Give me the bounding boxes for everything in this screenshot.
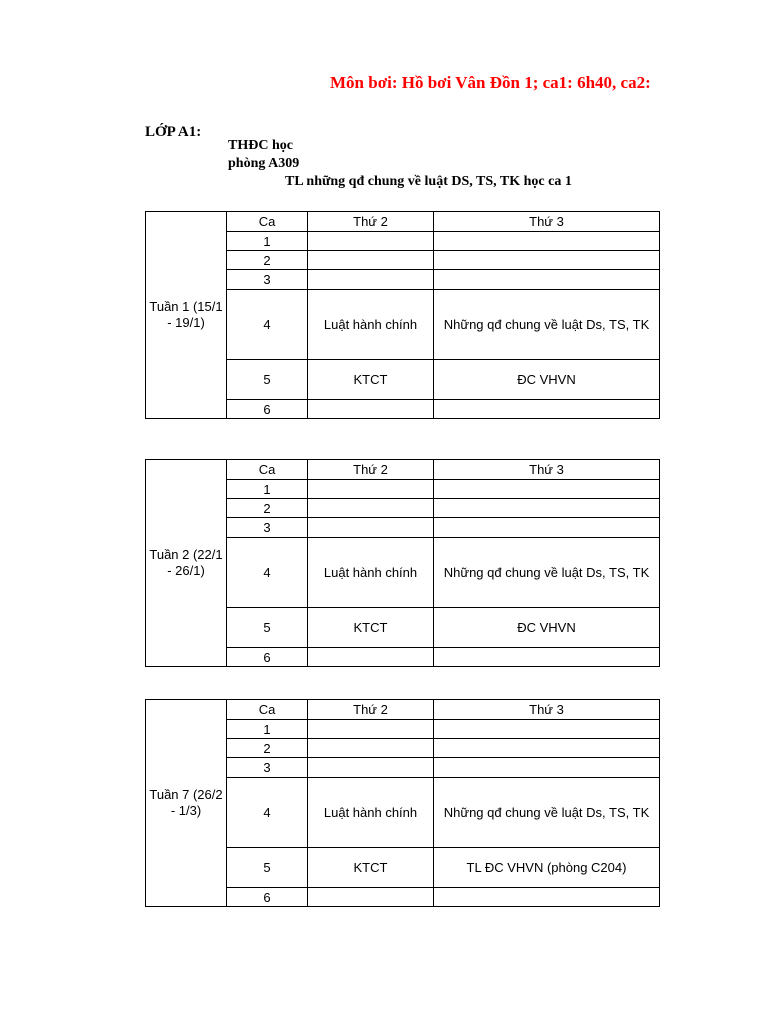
column-header: Ca <box>227 460 308 480</box>
schedule-table-week-3 <box>145 699 660 907</box>
tuesday-cell <box>434 480 660 499</box>
monday-cell <box>308 720 434 739</box>
class-label: LỚP A1: <box>145 124 202 140</box>
tuesday-cell <box>434 270 660 290</box>
ca-cell: 4 <box>227 290 308 360</box>
tuesday-cell: TL ĐC VHVN (phòng C204) <box>434 848 660 888</box>
monday-cell <box>308 888 434 907</box>
monday-cell <box>308 400 434 419</box>
monday-cell: Luật hành chính <box>308 778 434 848</box>
monday-cell <box>308 270 434 290</box>
schedule-table-week-1 <box>145 211 660 419</box>
note-line-2: phòng A309 <box>228 156 300 171</box>
monday-cell <box>308 251 434 270</box>
ca-cell: 2 <box>227 739 308 758</box>
week-label: Tuần 7 (26/2 - 1/3) <box>146 700 227 907</box>
ca-cell: 1 <box>227 232 308 251</box>
column-header: Thứ 2 <box>308 212 434 232</box>
tuesday-cell: ĐC VHVN <box>434 608 660 648</box>
page-headline: Môn bơi: Hồ bơi Vân Đồn 1; ca1: 6h40, ca2: <box>330 73 651 92</box>
ca-cell: 5 <box>227 360 308 400</box>
ca-cell: 3 <box>227 518 308 538</box>
monday-cell <box>308 739 434 758</box>
tuesday-cell <box>434 232 660 251</box>
ca-cell: 4 <box>227 778 308 848</box>
week-label: Tuần 1 (15/1 - 19/1) <box>146 212 227 419</box>
ca-cell: 5 <box>227 608 308 648</box>
column-header: Thứ 2 <box>308 460 434 480</box>
ca-cell: 1 <box>227 480 308 499</box>
ca-cell: 6 <box>227 648 308 667</box>
monday-cell <box>308 480 434 499</box>
monday-cell <box>308 518 434 538</box>
ca-cell: 2 <box>227 499 308 518</box>
schedule-table-week-2 <box>145 459 660 667</box>
monday-cell <box>308 232 434 251</box>
column-header: Ca <box>227 212 308 232</box>
tuesday-cell <box>434 888 660 907</box>
tuesday-cell <box>434 499 660 518</box>
note-line-3: TL những qđ chung về luật DS, TS, TK học ca 1 <box>285 174 572 189</box>
tuesday-cell <box>434 648 660 667</box>
monday-cell: Luật hành chính <box>308 290 434 360</box>
tuesday-cell: ĐC VHVN <box>434 360 660 400</box>
ca-cell: 6 <box>227 888 308 907</box>
note-line-1: THĐC học <box>228 138 293 153</box>
tuesday-cell: Những qđ chung về luật Ds, TS, TK <box>434 538 660 608</box>
monday-cell <box>308 648 434 667</box>
ca-cell: 2 <box>227 251 308 270</box>
monday-cell: KTCT <box>308 360 434 400</box>
column-header: Thứ 3 <box>434 460 660 480</box>
ca-cell: 3 <box>227 270 308 290</box>
monday-cell: KTCT <box>308 848 434 888</box>
tuesday-cell <box>434 518 660 538</box>
monday-cell: KTCT <box>308 608 434 648</box>
monday-cell: Luật hành chính <box>308 538 434 608</box>
tuesday-cell <box>434 720 660 739</box>
tuesday-cell: Những qđ chung về luật Ds, TS, TK <box>434 778 660 848</box>
tuesday-cell <box>434 251 660 270</box>
column-header: Thứ 3 <box>434 212 660 232</box>
ca-cell: 4 <box>227 538 308 608</box>
column-header: Thứ 2 <box>308 700 434 720</box>
ca-cell: 3 <box>227 758 308 778</box>
tuesday-cell <box>434 400 660 419</box>
tuesday-cell <box>434 739 660 758</box>
tuesday-cell <box>434 758 660 778</box>
monday-cell <box>308 758 434 778</box>
ca-cell: 5 <box>227 848 308 888</box>
monday-cell <box>308 499 434 518</box>
ca-cell: 6 <box>227 400 308 419</box>
column-header: Ca <box>227 700 308 720</box>
tuesday-cell: Những qđ chung về luật Ds, TS, TK <box>434 290 660 360</box>
week-label: Tuần 2 (22/1 - 26/1) <box>146 460 227 667</box>
ca-cell: 1 <box>227 720 308 739</box>
column-header: Thứ 3 <box>434 700 660 720</box>
